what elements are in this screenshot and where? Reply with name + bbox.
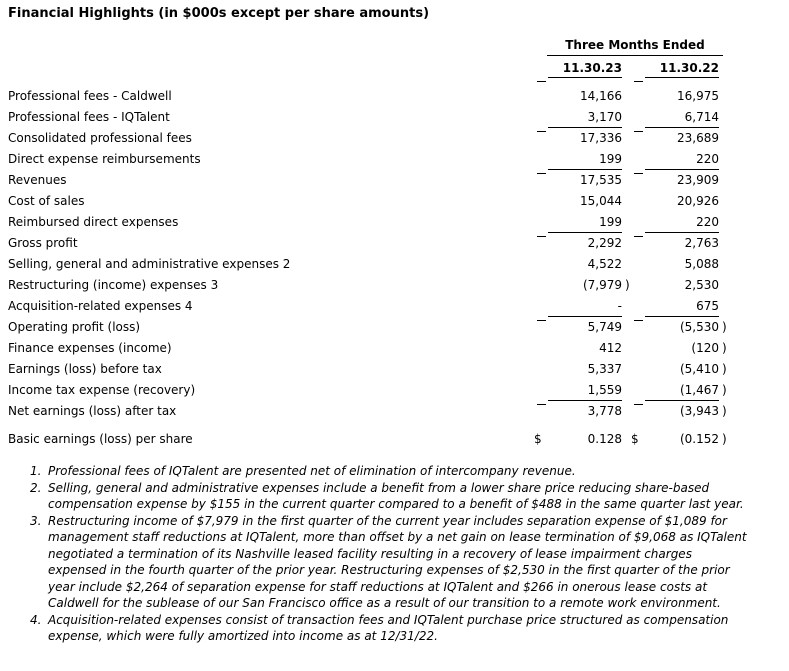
value-cell-prior-period xyxy=(631,317,728,338)
table-row xyxy=(8,359,781,380)
footnote-number: 2. xyxy=(30,480,42,495)
column-header-date: 11.30.23 xyxy=(548,61,622,78)
row-label: Selling, general and administrative expenses 2 xyxy=(8,257,291,271)
currency-symbol xyxy=(534,191,548,212)
closing-paren xyxy=(622,296,631,317)
table-row xyxy=(8,212,781,233)
closing-paren xyxy=(719,233,728,254)
value-cell-prior-period xyxy=(631,212,728,233)
closing-paren: ) xyxy=(722,432,727,446)
value-cell-prior-period xyxy=(631,107,728,128)
currency-symbol xyxy=(631,338,645,359)
value-cell-current-period xyxy=(534,359,631,380)
value-cell-current-period xyxy=(534,149,631,170)
currency-symbol xyxy=(631,317,645,338)
closing-paren xyxy=(719,149,728,170)
currency-symbol xyxy=(534,317,548,338)
value-cell-current-period xyxy=(534,401,631,422)
table-row xyxy=(8,254,781,275)
table-row xyxy=(8,128,781,149)
amount-value: 23,909 xyxy=(677,173,719,187)
closing-paren xyxy=(622,338,631,359)
table-row xyxy=(8,401,781,422)
amount-value: 220 xyxy=(645,212,719,233)
amount-value: 2,763 xyxy=(684,236,719,250)
row-label: Income tax expense (recovery) xyxy=(8,383,196,397)
table-row xyxy=(8,338,781,359)
amount-value: (1,467 xyxy=(645,380,719,401)
closing-paren xyxy=(622,254,631,275)
closing-paren xyxy=(622,380,631,401)
value-cell-prior-period xyxy=(631,429,728,450)
amount-value: 2,530 xyxy=(684,278,719,292)
row-label: Consolidated professional fees xyxy=(8,131,192,145)
currency-symbol xyxy=(631,149,645,170)
currency-symbol: $ xyxy=(534,432,542,446)
amount-value: (3,943 xyxy=(679,404,719,418)
value-cell-prior-period xyxy=(631,254,728,275)
column-header-current-period xyxy=(534,61,631,78)
value-cell-current-period xyxy=(534,86,631,107)
currency-spacer xyxy=(631,61,645,78)
currency-symbol xyxy=(631,254,645,275)
footnote-text: Acquisition-related expenses consist of transaction fees and IQTalent purchase price structured as compensation expense, which were fully amortized into income as at 12/31/22. xyxy=(48,612,729,643)
currency-symbol xyxy=(534,107,548,128)
amount-value: 5,749 xyxy=(587,320,622,334)
amount-value: (5,410 xyxy=(679,362,719,376)
table-body xyxy=(8,86,781,450)
table-row xyxy=(8,380,781,401)
value-cell-current-period xyxy=(534,317,631,338)
amount-value: 17,336 xyxy=(580,131,622,145)
row-label: Gross profit xyxy=(8,236,78,250)
currency-symbol xyxy=(631,170,645,191)
value-cell-prior-period xyxy=(631,275,728,296)
value-cell-prior-period xyxy=(631,359,728,380)
currency-symbol xyxy=(534,86,548,107)
currency-symbol xyxy=(534,212,548,233)
currency-symbol xyxy=(534,380,548,401)
value-cell-prior-period xyxy=(631,128,728,149)
currency-symbol xyxy=(534,338,548,359)
closing-paren xyxy=(622,429,631,450)
closing-paren xyxy=(622,170,631,191)
currency-symbol xyxy=(631,296,645,317)
paren-spacer xyxy=(719,61,728,78)
currency-symbol xyxy=(631,212,645,233)
closing-paren xyxy=(622,359,631,380)
amount-value: - xyxy=(548,296,622,317)
amount-value: 199 xyxy=(548,149,622,170)
value-cell-prior-period xyxy=(631,86,728,107)
paren-spacer xyxy=(622,61,631,78)
amount-value: 6,714 xyxy=(645,107,719,128)
value-cell-prior-period xyxy=(631,338,728,359)
amount-value: 199 xyxy=(548,212,622,233)
currency-symbol xyxy=(631,107,645,128)
row-label: Cost of sales xyxy=(8,194,85,208)
table-row xyxy=(8,107,781,128)
closing-paren xyxy=(622,86,631,107)
table-row xyxy=(8,317,781,338)
closing-paren xyxy=(719,86,728,107)
row-label: Restructuring (income) expenses 3 xyxy=(8,278,219,292)
currency-symbol xyxy=(534,296,548,317)
row-label: Professional fees - Caldwell xyxy=(8,89,172,103)
closing-paren xyxy=(622,107,631,128)
footnote-item xyxy=(30,480,770,513)
amount-value: 3,778 xyxy=(587,404,622,418)
footnote-text: Professional fees of IQTalent are presented net of elimination of intercompany revenue. xyxy=(48,464,576,478)
value-cell-current-period xyxy=(534,233,631,254)
table-row xyxy=(8,149,781,170)
amount-value: 20,926 xyxy=(677,194,719,208)
footnote-text: Selling, general and administrative expenses include a benefit from a lower share price reducing share-based compensation expense by $155 in the current quarter compared to a benefit of $488 in the same quarter last year. xyxy=(48,480,744,511)
currency-symbol xyxy=(534,359,548,380)
row-label: Finance expenses (income) xyxy=(8,341,172,355)
amount-value: (7,979 xyxy=(582,278,622,292)
row-label: Professional fees - IQTalent xyxy=(8,110,170,124)
closing-paren xyxy=(622,191,631,212)
footnote-number: 4. xyxy=(30,612,42,627)
footnote-number: 3. xyxy=(30,513,42,528)
amount-value: 16,975 xyxy=(677,89,719,103)
value-cell-current-period xyxy=(534,338,631,359)
value-cell-current-period xyxy=(534,275,631,296)
value-cell-current-period xyxy=(534,128,631,149)
currency-symbol xyxy=(631,191,645,212)
closing-paren xyxy=(622,149,631,170)
row-label: Acquisition-related expenses 4 xyxy=(8,299,193,313)
footnote-text: Restructuring income of $7,979 in the first quarter of the current year includes separation expense of $1,089 for management staff reductions at IQTalent, more than offset by a net gain on lease termination of $9,068 as IQTalent negotiated a termination of its Nashville leased facility resulting in a recovery of lease impairment charges expensed in the fourth quarter of the prior year. Restructuring expenses of $2,530 in the first quarter of the prior year include $2,264 of separation expense for staff reductions at IQTalent and $266 in onerous lease costs at Caldwell for the sublease of our San Francisco office as a result of our transition to a remote work environment. xyxy=(48,513,747,610)
amount-value: 23,689 xyxy=(677,131,719,145)
currency-symbol xyxy=(631,401,645,422)
footnote-item xyxy=(30,612,770,645)
value-cell-current-period xyxy=(534,191,631,212)
currency-symbol xyxy=(534,233,548,254)
closing-paren xyxy=(622,401,631,422)
row-label: Reimbursed direct expenses xyxy=(8,215,179,229)
closing-paren: ) xyxy=(722,320,727,334)
column-header-row xyxy=(8,61,781,78)
amount-value: 220 xyxy=(645,149,719,170)
amount-value: (5,530 xyxy=(679,320,719,334)
currency-symbol xyxy=(534,170,548,191)
footnote-item xyxy=(30,513,770,612)
table-row xyxy=(8,296,781,317)
value-cell-prior-period xyxy=(631,296,728,317)
footnote-item xyxy=(30,463,770,480)
amount-value: 5,337 xyxy=(587,362,622,376)
table-row xyxy=(8,429,781,450)
amount-value: 675 xyxy=(645,296,719,317)
row-label: Earnings (loss) before tax xyxy=(8,362,162,376)
amount-value: 0.128 xyxy=(587,432,622,446)
closing-paren xyxy=(719,296,728,317)
closing-paren: ) xyxy=(625,278,630,292)
currency-symbol xyxy=(534,254,548,275)
column-header-date: 11.30.22 xyxy=(645,61,719,78)
amount-value: 2,292 xyxy=(587,236,622,250)
closing-paren: ) xyxy=(722,341,727,355)
value-cell-current-period xyxy=(534,296,631,317)
closing-paren: ) xyxy=(722,404,727,418)
value-cell-current-period xyxy=(534,212,631,233)
currency-symbol xyxy=(534,149,548,170)
closing-paren xyxy=(719,170,728,191)
amount-value: 412 xyxy=(599,341,622,355)
closing-paren xyxy=(622,317,631,338)
closing-paren: ) xyxy=(722,383,727,397)
period-header-row xyxy=(8,38,781,56)
amount-value: (0.152 xyxy=(679,432,719,446)
closing-paren xyxy=(719,128,728,149)
table-row xyxy=(8,275,781,296)
closing-paren xyxy=(622,128,631,149)
amount-value: 5,088 xyxy=(684,257,719,271)
value-cell-prior-period xyxy=(631,191,728,212)
value-cell-current-period xyxy=(534,380,631,401)
footnotes-list xyxy=(30,463,770,645)
column-header-label-spacer xyxy=(8,61,534,78)
financial-table xyxy=(8,38,781,450)
table-row xyxy=(8,191,781,212)
value-cell-prior-period xyxy=(631,401,728,422)
value-cell-current-period xyxy=(534,170,631,191)
amount-value: 17,535 xyxy=(580,173,622,187)
value-cell-current-period xyxy=(534,429,631,450)
amount-value: 14,166 xyxy=(580,89,622,103)
value-cell-current-period xyxy=(534,254,631,275)
closing-paren xyxy=(622,233,631,254)
value-cell-prior-period xyxy=(631,170,728,191)
value-cell-prior-period xyxy=(631,380,728,401)
currency-symbol xyxy=(631,86,645,107)
row-label: Revenues xyxy=(8,173,67,187)
value-cell-prior-period xyxy=(631,233,728,254)
currency-spacer xyxy=(534,61,548,78)
value-cell-current-period xyxy=(534,107,631,128)
closing-paren xyxy=(622,212,631,233)
currency-symbol xyxy=(631,275,645,296)
amount-value: 15,044 xyxy=(580,194,622,208)
page-title: Financial Highlights (in $000s except per share amounts) xyxy=(8,6,430,21)
currency-symbol xyxy=(631,233,645,254)
row-label: Direct expense reimbursements xyxy=(8,152,201,166)
closing-paren xyxy=(719,275,728,296)
amount-value: 1,559 xyxy=(548,380,622,401)
closing-paren xyxy=(719,254,728,275)
table-row xyxy=(8,170,781,191)
row-label: Net earnings (loss) after tax xyxy=(8,404,177,418)
footnote-number: 1. xyxy=(30,464,42,478)
currency-symbol xyxy=(631,380,645,401)
closing-paren: ) xyxy=(722,362,727,376)
column-header-prior-period xyxy=(631,61,728,78)
amount-value: 4,522 xyxy=(587,257,622,271)
currency-symbol xyxy=(534,401,548,422)
table-row xyxy=(8,233,781,254)
amount-value: (120 xyxy=(691,341,719,355)
closing-paren xyxy=(719,191,728,212)
period-header: Three Months Ended xyxy=(547,38,723,56)
currency-symbol xyxy=(631,128,645,149)
row-label: Operating profit (loss) xyxy=(8,320,141,334)
currency-symbol: $ xyxy=(631,432,639,446)
amount-value: 3,170 xyxy=(548,107,622,128)
currency-symbol xyxy=(534,275,548,296)
value-cell-prior-period xyxy=(631,149,728,170)
currency-symbol xyxy=(631,359,645,380)
table-row xyxy=(8,86,781,107)
closing-paren xyxy=(719,212,728,233)
period-header-spacer xyxy=(8,38,547,56)
currency-symbol xyxy=(534,128,548,149)
closing-paren xyxy=(719,107,728,128)
row-label: Basic earnings (loss) per share xyxy=(8,432,193,446)
